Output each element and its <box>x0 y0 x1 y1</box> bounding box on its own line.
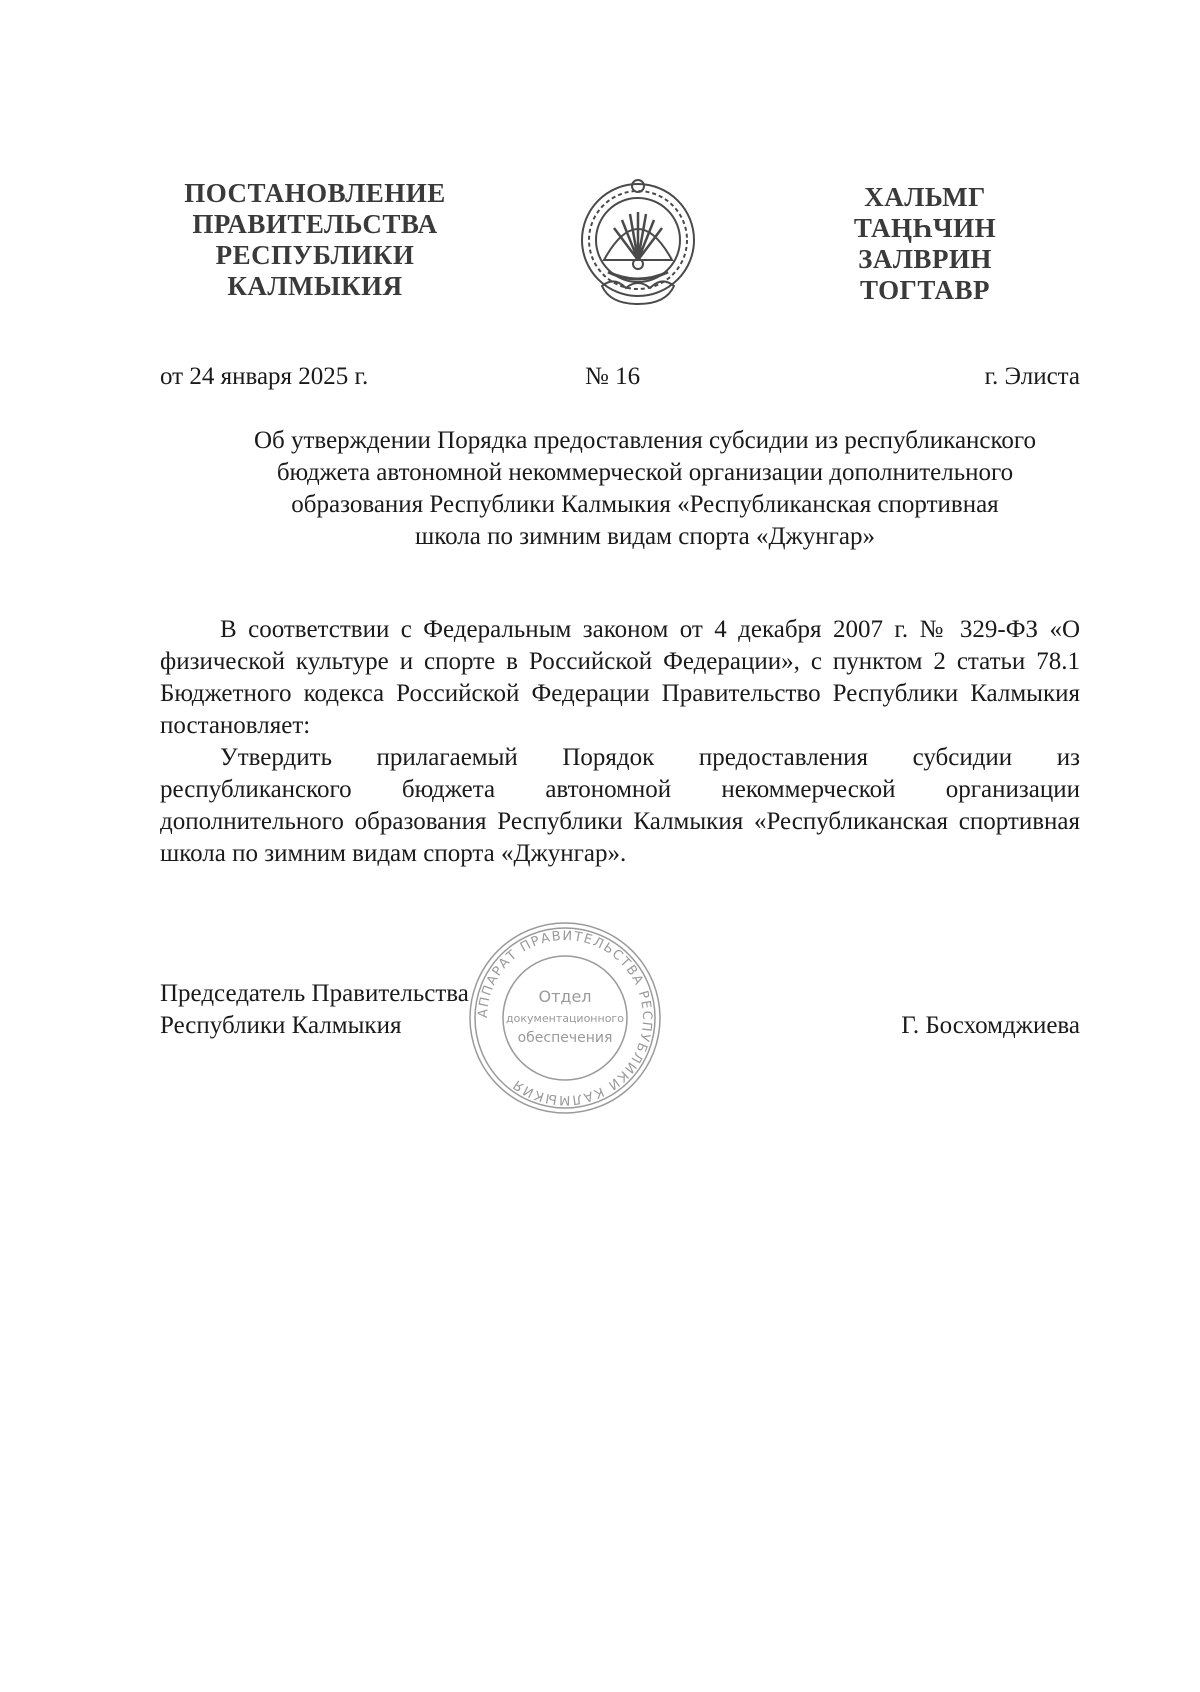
seal-center-line: Отдел <box>538 987 592 1006</box>
body-paragraph: Утвердить прилагаемый Порядок предоставления субсидии из республиканского бюджета автономной некоммерческой организации дополнительного образования Республики Калмыкия «Республиканская спортивная школа по зимним видам спорта «Джунгар». <box>160 744 1080 867</box>
header-right-kalmyk <box>830 182 1020 306</box>
title-line: бюджета автономной некоммерческой организации дополнительного <box>276 459 1014 486</box>
signatory-position <box>160 978 469 1042</box>
header-right-line: ТАҢҺЧИН <box>853 213 997 243</box>
document-number: № 16 <box>585 363 641 390</box>
title-line: школа по зимним видам спорта «Джунгар» <box>415 523 875 550</box>
coat-of-arms-icon <box>574 168 702 318</box>
signatory-name: Г. Босхомджиева <box>901 1012 1080 1039</box>
header-right-line: ЗАЛВРИН <box>858 244 992 274</box>
header-left-line: КАЛМЫКИЯ <box>227 271 403 301</box>
document-city: г. Элиста <box>984 363 1080 390</box>
document-date: от 24 января 2025 г. <box>160 363 369 390</box>
header-left-line: ПОСТАНОВЛЕНИЕ <box>184 178 446 208</box>
header-left-russian <box>170 178 460 302</box>
signatory-position-line: Республики Калмыкия <box>160 1012 402 1039</box>
signatory-position-line: Председатель Правительства <box>160 980 469 1007</box>
title-line: Об утверждении Порядка предоставления субсидии из республиканского <box>253 427 1037 454</box>
official-seal-stamp <box>465 918 665 1118</box>
document-title <box>190 425 1100 553</box>
body-paragraph: В соответствии с Федеральным законом от 4 декабря 2007 г. № 329-ФЗ «О физической культуре и спорте в Российской Федерации», с пунктом 2 статьи 78.1 Бюджетного кодекса Российской Федерации Правительство Республики Калмыкия постановляет: <box>160 616 1080 739</box>
seal-ring-text: АППАРАТ ПРАВИТЕЛЬСТВА РЕСПУБЛИКИ КАЛМЫКИЯ <box>475 928 655 1108</box>
header-right-line: ТОГТАВР <box>860 275 990 305</box>
seal-center-line: документационного <box>506 1012 624 1025</box>
header-right-line: ХАЛЬМГ <box>864 182 986 212</box>
seal-center-line: обеспечения <box>517 1030 613 1046</box>
header-left-line: РЕСПУБЛИКИ <box>215 240 415 270</box>
document-body <box>160 614 1080 870</box>
header-left-line: ПРАВИТЕЛЬСТВА <box>192 209 438 239</box>
title-line: образования Республики Калмыкия «Республиканская спортивная <box>291 491 999 518</box>
